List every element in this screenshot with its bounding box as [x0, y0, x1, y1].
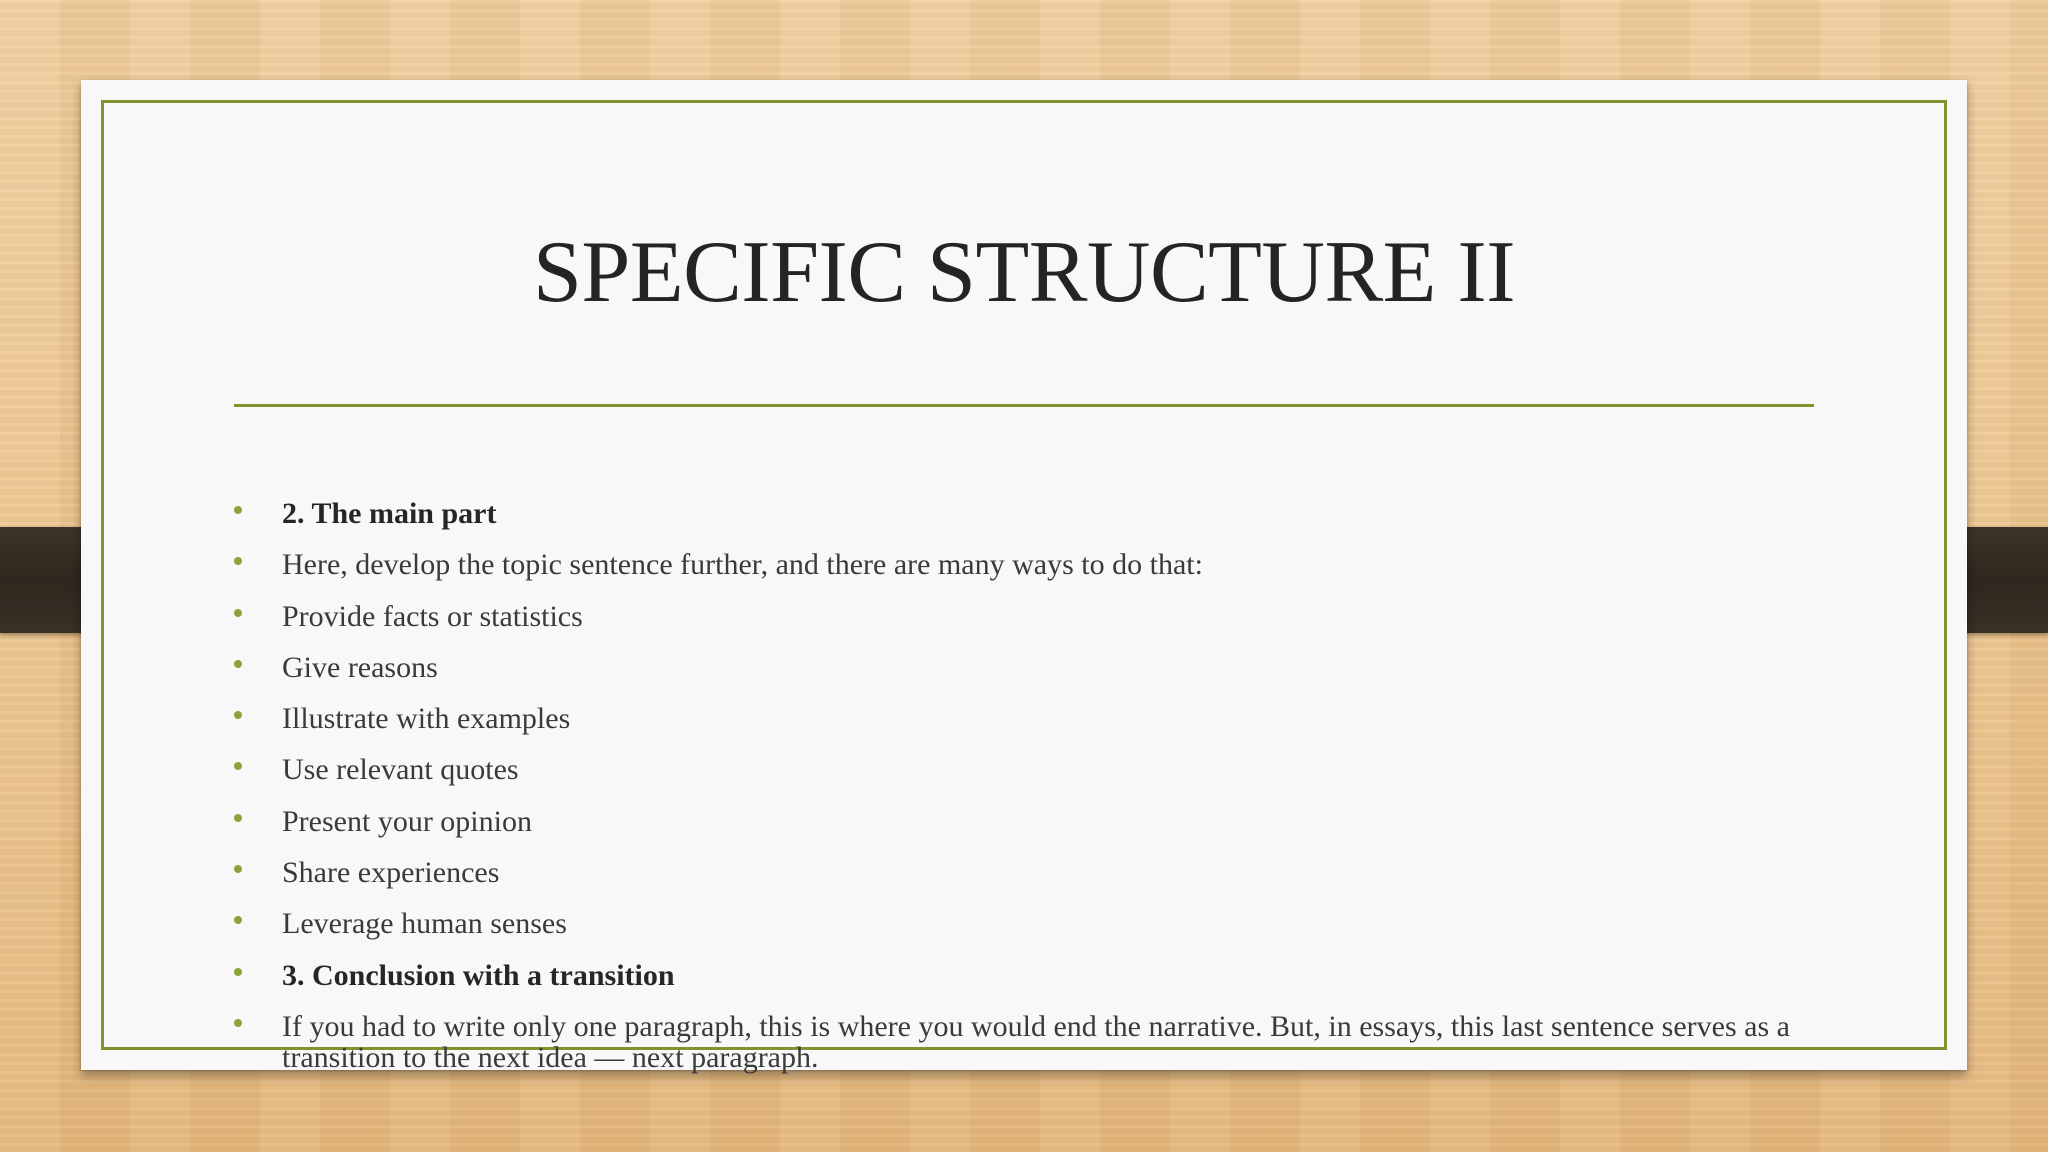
bullet-dot-icon [234, 609, 242, 617]
bullet-item [234, 806, 1884, 837]
title-divider [234, 404, 1814, 407]
bullet-text: Share experiences [282, 856, 500, 890]
bullet-dot-icon [234, 506, 242, 514]
bullet-item [234, 754, 1884, 785]
bullet-text: Use relevant quotes [282, 753, 519, 787]
bullet-item [234, 601, 1884, 632]
bullet-item [234, 960, 1884, 991]
bullet-dot-icon [234, 865, 242, 873]
bullet-text: Here, develop the topic sentence further, and there are many ways to do that: [282, 548, 1203, 582]
bullet-item [234, 549, 1884, 580]
bullet-item [234, 498, 1884, 529]
bullet-item [234, 703, 1884, 734]
bullet-text: Give reasons [282, 650, 438, 684]
bullet-item [234, 908, 1884, 939]
bullet-text: Illustrate with examples [282, 702, 571, 736]
bullet-list [234, 498, 1884, 1093]
bullet-text: Provide facts or statistics [282, 599, 583, 633]
bullet-text: 3. Conclusion with a transition [282, 958, 675, 992]
bullet-text: If you had to write only one paragraph, this is where you would end the narrative. But, in essays, this last sentence serves as a transition to the next idea — next paragraph. [282, 1009, 1790, 1074]
slide-title: SPECIFIC STRUCTURE II [532, 224, 1516, 321]
bullet-text: 2. The main part [282, 497, 497, 530]
bullet-dot-icon [234, 968, 242, 976]
bullet-dot-icon [234, 1019, 242, 1027]
bullet-dot-icon [234, 814, 242, 822]
bullet-text: Present your opinion [282, 804, 532, 838]
bullet-dot-icon [234, 557, 242, 565]
bullet-item [234, 1011, 1884, 1073]
bullet-dot-icon [234, 762, 242, 770]
bullet-dot-icon [234, 711, 242, 719]
bullet-item [234, 652, 1884, 683]
bullet-dot-icon [234, 916, 242, 924]
bullet-text: Leverage human senses [282, 907, 567, 941]
slide [81, 80, 1967, 1074]
bullet-dot-icon [234, 660, 242, 668]
bullet-item [234, 857, 1884, 888]
